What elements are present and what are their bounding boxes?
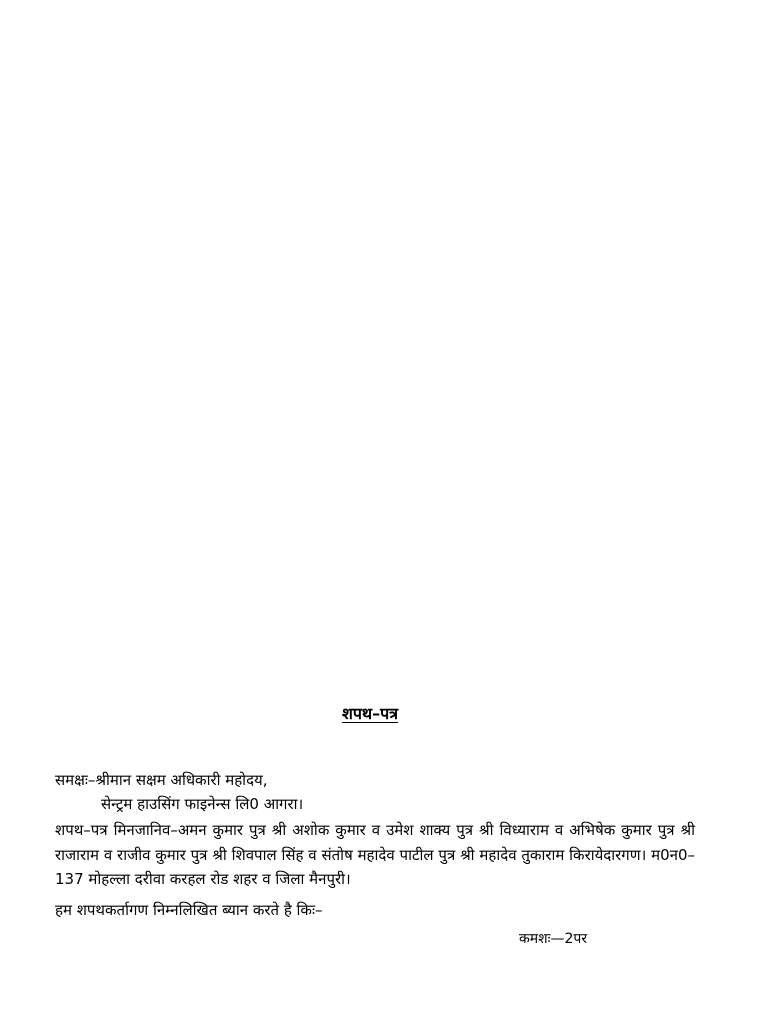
addressee-line-2: सेन्ट्रम हाउसिंग फाइनेन्स लि0 आगरा।: [101, 795, 304, 813]
statement-line: हम शपथकर्तागण निम्नलिखित ब्यान करते है किः–: [55, 901, 323, 919]
addressee-line-1: समक्षः–श्रीमान सक्षम अधिकारी महोदय,: [55, 771, 268, 789]
continued-note: कमशः—2पर: [519, 931, 588, 947]
document-title: शपथ–पत्र: [341, 704, 399, 723]
affidavit-body-paragraph: शपथ–पत्र मिनजानिव–अमन कुमार पुत्र श्री अशोक कुमार व उमेश शाक्य पुत्र श्री विध्याराम व अभिषेक कुमार पुत्र श्री राजाराम व राजीव कुमार पुत्र श्री शिवपाल सिंह व संतोष महादेव पाटील पुत्र श्री महादेव तुकाराम किरायेदारगण। म0न0–137 मोहल्ला दरीवा करहल रोड शहर व जिला मैनपुरी।: [55, 821, 695, 888]
addressee-block: [55, 768, 303, 816]
